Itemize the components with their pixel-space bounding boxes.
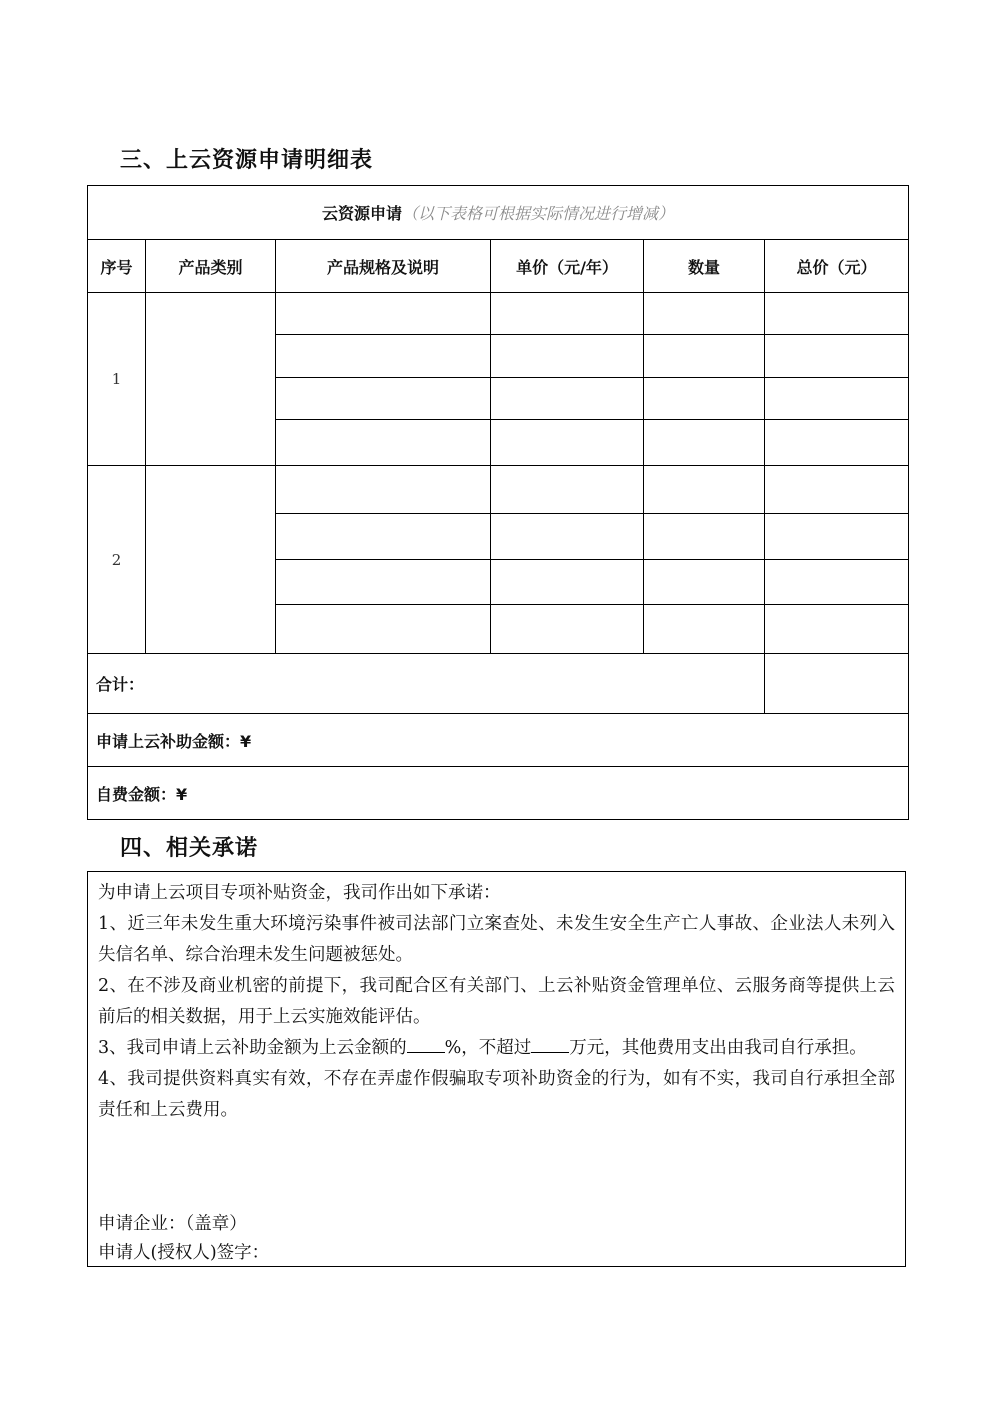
applicant-company-label: 申请企业：（盖章） xyxy=(98,1214,247,1234)
quantity-cell[interactable] xyxy=(644,335,765,378)
unit-price-cell[interactable] xyxy=(491,605,644,654)
quantity-cell[interactable] xyxy=(644,466,765,514)
quantity-cell[interactable] xyxy=(644,514,765,560)
col-header-category: 产品类别 xyxy=(146,240,276,293)
unit-price-cell[interactable] xyxy=(491,420,644,466)
quantity-cell[interactable] xyxy=(644,605,765,654)
cloud-resource-table xyxy=(87,185,909,820)
self-pay-amount-label: 自费金额：¥ xyxy=(88,767,909,820)
col-header-quantity: 数量 xyxy=(644,240,765,293)
spec-cell[interactable] xyxy=(276,420,491,466)
category-cell-1[interactable] xyxy=(146,293,276,466)
section4-title: 四、相关承诺 xyxy=(120,836,259,861)
unit-price-cell[interactable] xyxy=(491,466,644,514)
category-cell-2[interactable] xyxy=(146,466,276,654)
commitment-item-4: 4、我司提供资料真实有效，不存在弄虚作假骗取专项补助资金的行为，如有不实，我司自行承担全部责任和上云费用。 xyxy=(98,1069,895,1120)
commitment-item-2: 2、在不涉及商业机密的前提下，我司配合区有关部门、上云补贴资金管理单位、云服务商等提供上云前后的相关数据，用于上云实施效能评估。 xyxy=(98,976,895,1027)
subsidy-row xyxy=(88,714,909,767)
total-price-cell[interactable] xyxy=(765,335,909,378)
item3-part-b: %，不超过 xyxy=(444,1038,532,1058)
table-title: 云资源申请 xyxy=(322,204,403,223)
signer-label: 申请人(授权人)签字： xyxy=(98,1243,270,1263)
table-note: （以下表格可根据实际情况进行增减） xyxy=(402,204,675,223)
total-price-cell[interactable] xyxy=(765,378,909,420)
seq-cell-2: 2 xyxy=(88,466,146,654)
col-header-spec: 产品规格及说明 xyxy=(276,240,491,293)
spec-cell[interactable] xyxy=(276,378,491,420)
quantity-cell[interactable] xyxy=(644,293,765,335)
spec-cell[interactable] xyxy=(276,293,491,335)
total-price-cell[interactable] xyxy=(765,514,909,560)
spec-cell[interactable] xyxy=(276,560,491,605)
spec-cell[interactable] xyxy=(276,605,491,654)
total-price-cell[interactable] xyxy=(765,605,909,654)
column-header-row xyxy=(88,240,909,293)
commitment-box xyxy=(87,871,906,1267)
table-row xyxy=(88,466,909,514)
commitment-item-1: 1、近三年未发生重大环境污染事件被司法部门立案查处、未发生安全生产亡人事故、企业法人未列入失信名单、综合治理未发生问题被惩处。 xyxy=(98,914,895,965)
section3-title: 三、上云资源申请明细表 xyxy=(120,148,374,173)
unit-price-cell[interactable] xyxy=(491,335,644,378)
total-row xyxy=(88,654,909,714)
col-header-total-price: 总价（元） xyxy=(765,240,909,293)
quantity-cell[interactable] xyxy=(644,420,765,466)
quantity-cell[interactable] xyxy=(644,378,765,420)
total-price-cell[interactable] xyxy=(765,560,909,605)
item3-part-a: 3、我司申请上云补助金额为上云金额的 xyxy=(98,1038,407,1058)
unit-price-cell[interactable] xyxy=(491,293,644,335)
unit-price-cell[interactable] xyxy=(491,378,644,420)
spec-cell[interactable] xyxy=(276,335,491,378)
subsidy-amount-label: 申请上云补助金额：¥ xyxy=(88,714,909,767)
amount-blank[interactable] xyxy=(531,1034,569,1053)
quantity-cell[interactable] xyxy=(644,560,765,605)
total-value-cell[interactable] xyxy=(765,654,909,714)
total-price-cell[interactable] xyxy=(765,466,909,514)
total-price-cell[interactable] xyxy=(765,293,909,335)
seq-cell-1: 1 xyxy=(88,293,146,466)
unit-price-cell[interactable] xyxy=(491,514,644,560)
commitment-item-3 xyxy=(98,1033,895,1064)
item3-part-c: 万元，其他费用支出由我司自行承担。 xyxy=(569,1038,867,1058)
spec-cell[interactable] xyxy=(276,514,491,560)
unit-price-cell[interactable] xyxy=(491,560,644,605)
col-header-seq: 序号 xyxy=(88,240,146,293)
spec-cell[interactable] xyxy=(276,466,491,514)
self-pay-row xyxy=(88,767,909,820)
total-label: 合计： xyxy=(88,654,765,714)
table-title-cell xyxy=(88,186,909,240)
col-header-unit-price: 单价（元/年） xyxy=(491,240,644,293)
table-row xyxy=(88,293,909,335)
commitment-intro: 为申请上云项目专项补贴资金，我司作出如下承诺： xyxy=(98,883,501,903)
total-price-cell[interactable] xyxy=(765,420,909,466)
percent-blank[interactable] xyxy=(407,1034,445,1053)
